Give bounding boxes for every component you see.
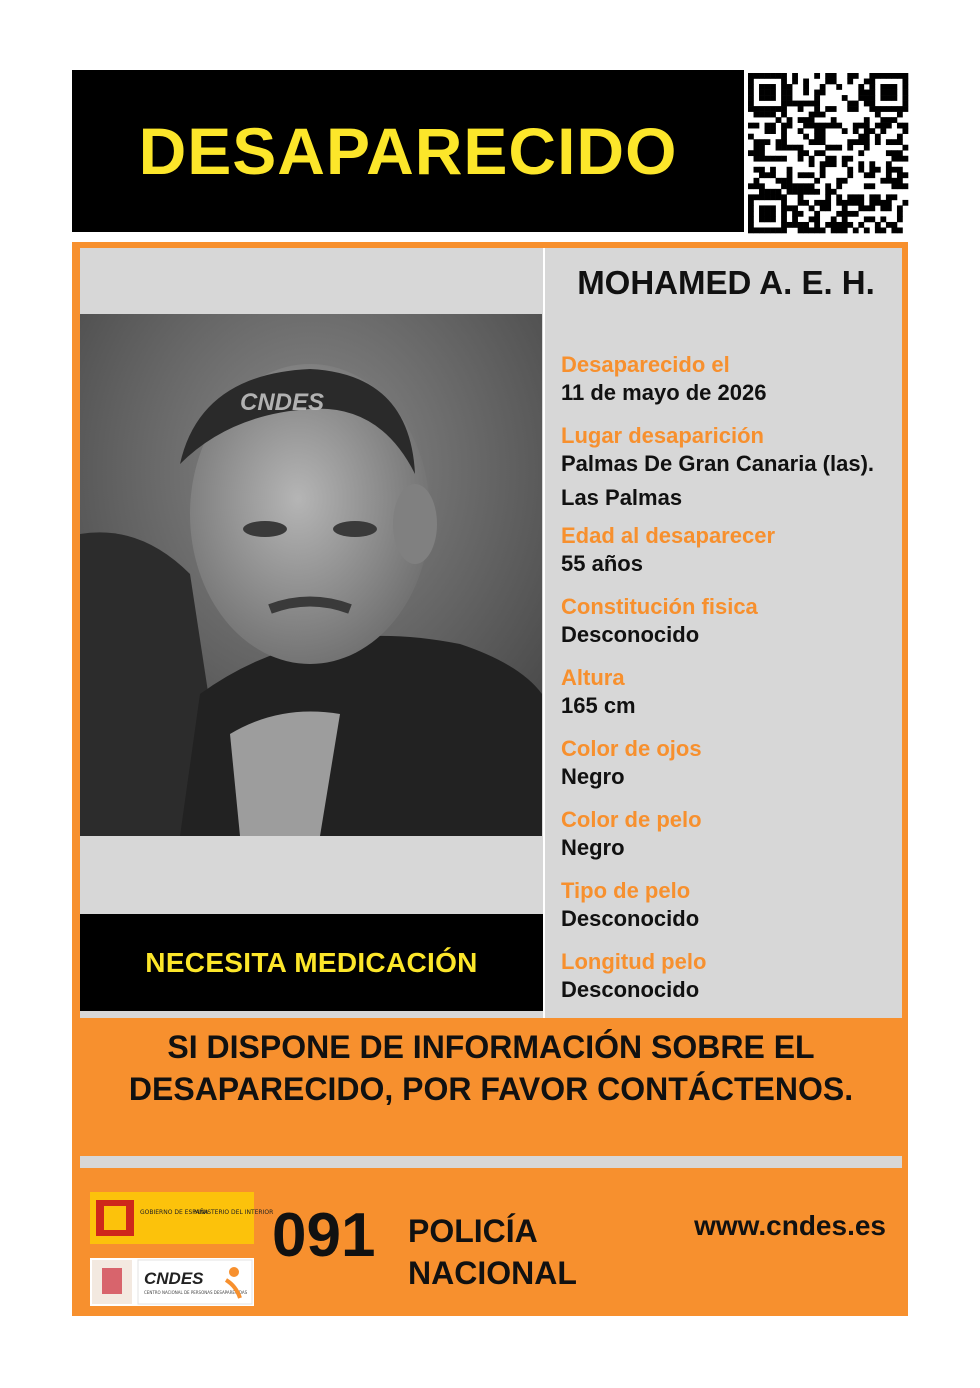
detail-field — [561, 734, 901, 790]
detail-field — [561, 663, 901, 719]
cndes-logo[interactable] — [90, 1258, 254, 1306]
police-line-2: NACIONAL — [408, 1255, 577, 1291]
qr-code[interactable] — [748, 73, 908, 233]
person-name: MOHAMED A. E. H. — [577, 264, 875, 301]
detail-label: Constitución fisica — [561, 594, 758, 619]
contact-message — [80, 1026, 902, 1110]
photo-watermark: CNDES — [240, 389, 325, 416]
contact-line-1: SI DISPONE DE INFORMACIÓN SOBRE EL — [167, 1029, 815, 1065]
detail-value: Las Palmas — [561, 485, 683, 510]
detail-field — [561, 876, 901, 932]
detail-label: Color de ojos — [561, 736, 702, 761]
detail-label: Tipo de pelo — [561, 878, 691, 903]
website-link[interactable]: www.cndes.es — [694, 1210, 886, 1241]
detail-value: 165 cm — [561, 693, 636, 718]
government-logo — [90, 1192, 274, 1244]
medication-banner — [80, 914, 543, 1011]
gov-right-text: MINISTERIO DEL INTERIOR — [194, 1209, 274, 1216]
detail-field — [561, 421, 901, 511]
header-banner — [72, 70, 744, 232]
detail-value: 11 de mayo de 2026 — [561, 380, 767, 405]
panel-divider — [543, 248, 545, 1018]
detail-label: Edad al desaparecer — [561, 523, 776, 548]
page-title: DESAPARECIDO — [138, 114, 678, 188]
person-details — [561, 350, 901, 1018]
detail-field — [561, 592, 901, 648]
detail-label: Longitud pelo — [561, 949, 707, 974]
detail-field — [561, 947, 901, 1003]
detail-field — [561, 521, 901, 577]
detail-value: 55 años — [561, 551, 643, 576]
footer-divider — [80, 1156, 902, 1168]
contact-line-2: DESAPARECIDO, POR FAVOR CONTÁCTENOS. — [128, 1071, 854, 1107]
detail-field — [561, 805, 901, 861]
detail-value: Negro — [561, 764, 625, 789]
detail-value: Palmas De Gran Canaria (las). — [561, 451, 875, 476]
emergency-number[interactable]: 091 — [272, 1201, 376, 1270]
detail-value: Desconocido — [561, 622, 700, 647]
police-label — [408, 1210, 577, 1294]
detail-label: Altura — [561, 665, 625, 690]
detail-label: Color de pelo — [561, 807, 702, 832]
cndes-sub-text: CENTRO NACIONAL DE PERSONAS DESAPARECIDAS — [144, 1290, 248, 1295]
detail-value: Negro — [561, 835, 625, 860]
person-photo — [80, 314, 542, 836]
detail-field — [561, 350, 901, 406]
police-line-1: POLICÍA — [408, 1213, 538, 1249]
cndes-logo-text: CNDES — [144, 1269, 204, 1288]
detail-label: Desaparecido el — [561, 352, 730, 377]
detail-label: Lugar desaparición — [561, 423, 764, 448]
medication-text: NECESITA MEDICACIÓN — [145, 946, 478, 978]
detail-value: Desconocido — [561, 906, 700, 931]
gov-left-text: GOBIERNO DE ESPAÑA — [140, 1209, 209, 1216]
detail-value: Desconocido — [561, 977, 700, 1002]
